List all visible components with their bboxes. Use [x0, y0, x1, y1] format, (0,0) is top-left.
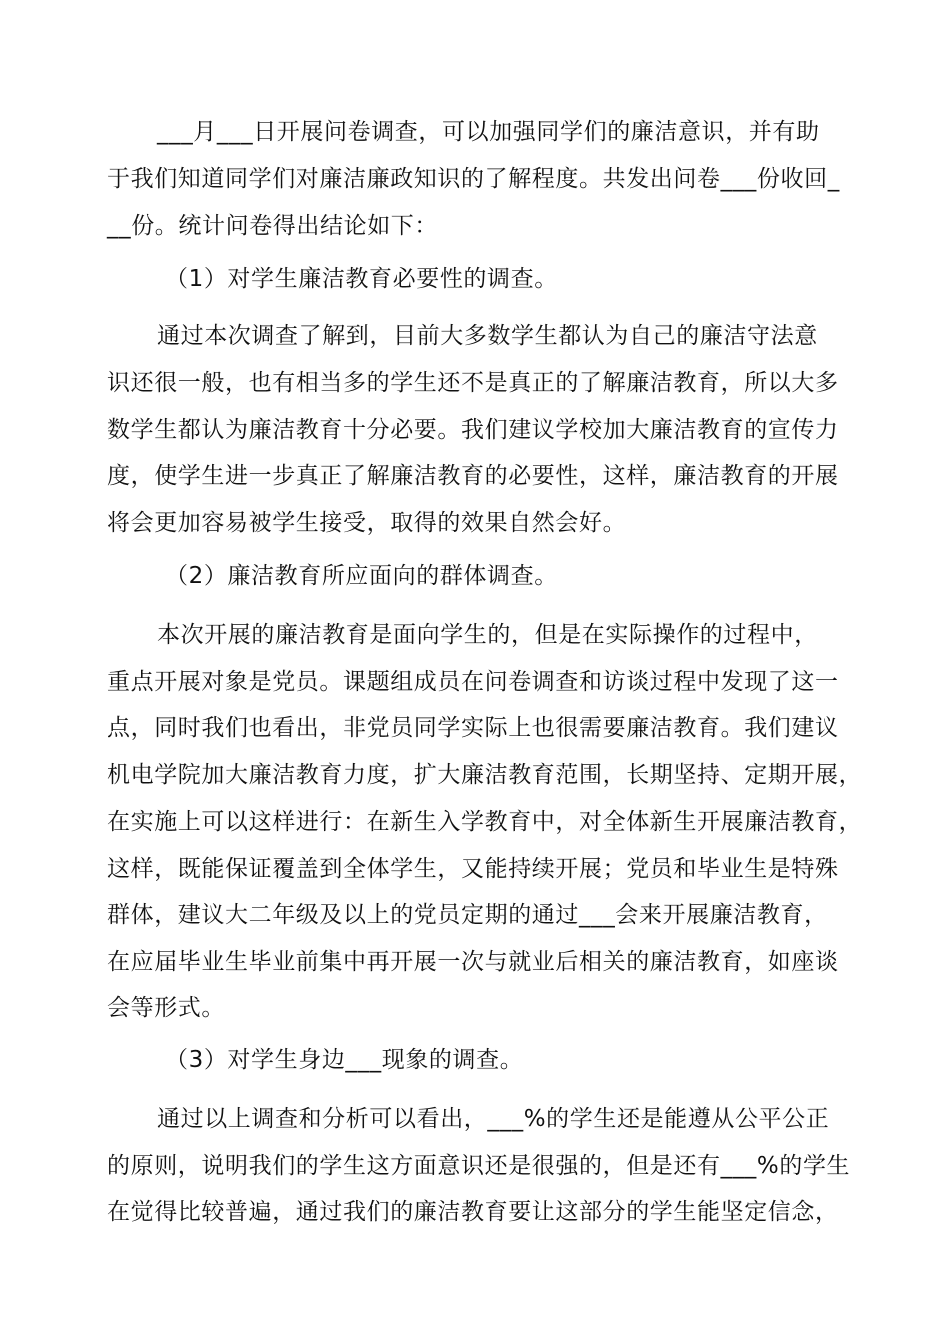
paragraph-3-line-8: 在应届毕业生毕业前集中再开展一次与就业后相关的廉洁教育，如座谈	[107, 949, 839, 975]
paragraph-2-line-1: 通过本次调查了解到，目前大多数学生都认为自己的廉洁守法意	[157, 323, 818, 349]
paragraph-2-line-3: 数学生都认为廉洁教育十分必要。我们建议学校加大廉洁教育的宣传力	[107, 417, 839, 443]
paragraph-4-line-1: 通过以上调查和分析可以看出，___%的学生还是能遵从公平公正	[157, 1106, 830, 1132]
paragraph-3-line-9: 会等形式。	[107, 995, 225, 1021]
paragraph-2-line-4: 度，使学生进一步真正了解廉洁教育的必要性，这样，廉洁教育的开展	[107, 463, 839, 489]
paragraph-3-line-6: 这样，既能保证覆盖到全体学生，又能持续开展；党员和毕业生是特殊	[107, 856, 839, 882]
paragraph-2-line-5: 将会更加容易被学生接受，取得的效果自然会好。	[107, 510, 627, 536]
paragraph-3-line-2: 重点开展对象是党员。课题组成员在问卷调查和访谈过程中发现了这一	[107, 669, 839, 695]
paragraph-1-line-1: ___月___日开展问卷调查，可以加强同学们的廉洁意识，并有助	[157, 119, 820, 145]
paragraph-1-line-3: __份。统计问卷得出结论如下：	[107, 213, 438, 239]
paragraph-3-line-7: 群体，建议大二年级及以上的党员定期的通过___会来开展廉洁教育，	[107, 902, 828, 928]
paragraph-1-line-2: 于我们知道同学们对廉洁廉政知识的了解程度。共发出问卷___份收回_	[107, 166, 840, 192]
paragraph-3-line-1: 本次开展的廉洁教育是面向学生的，但是在实际操作的过程中，	[157, 622, 818, 648]
paragraph-3-line-3: 点，同时我们也看出，非党员同学实际上也很需要廉洁教育。我们建议	[107, 715, 839, 741]
paragraph-3-line-5: 在实施上可以这样进行：在新生入学教育中，对全体新生开展廉洁教育，	[107, 809, 863, 835]
paragraph-3-line-4: 机电学院加大廉洁教育力度，扩大廉洁教育范围，长期坚持、定期开展，	[107, 762, 863, 788]
paragraph-4-line-2: 的原则，说明我们的学生这方面意识还是很强的，但是还有___%的学生	[107, 1153, 851, 1179]
section-heading-2: （2）廉洁教育所应面向的群体调查。	[165, 563, 558, 589]
section-heading-3: （3）对学生身边___现象的调查。	[165, 1047, 524, 1073]
paragraph-4-line-3: 在觉得比较普遍，通过我们的廉洁教育要让这部分的学生能坚定信念，	[107, 1199, 839, 1225]
paragraph-2-line-2: 识还很一般，也有相当多的学生还不是真正的了解廉洁教育，所以大多	[107, 370, 839, 396]
section-heading-1: （1）对学生廉洁教育必要性的调查。	[165, 266, 558, 292]
